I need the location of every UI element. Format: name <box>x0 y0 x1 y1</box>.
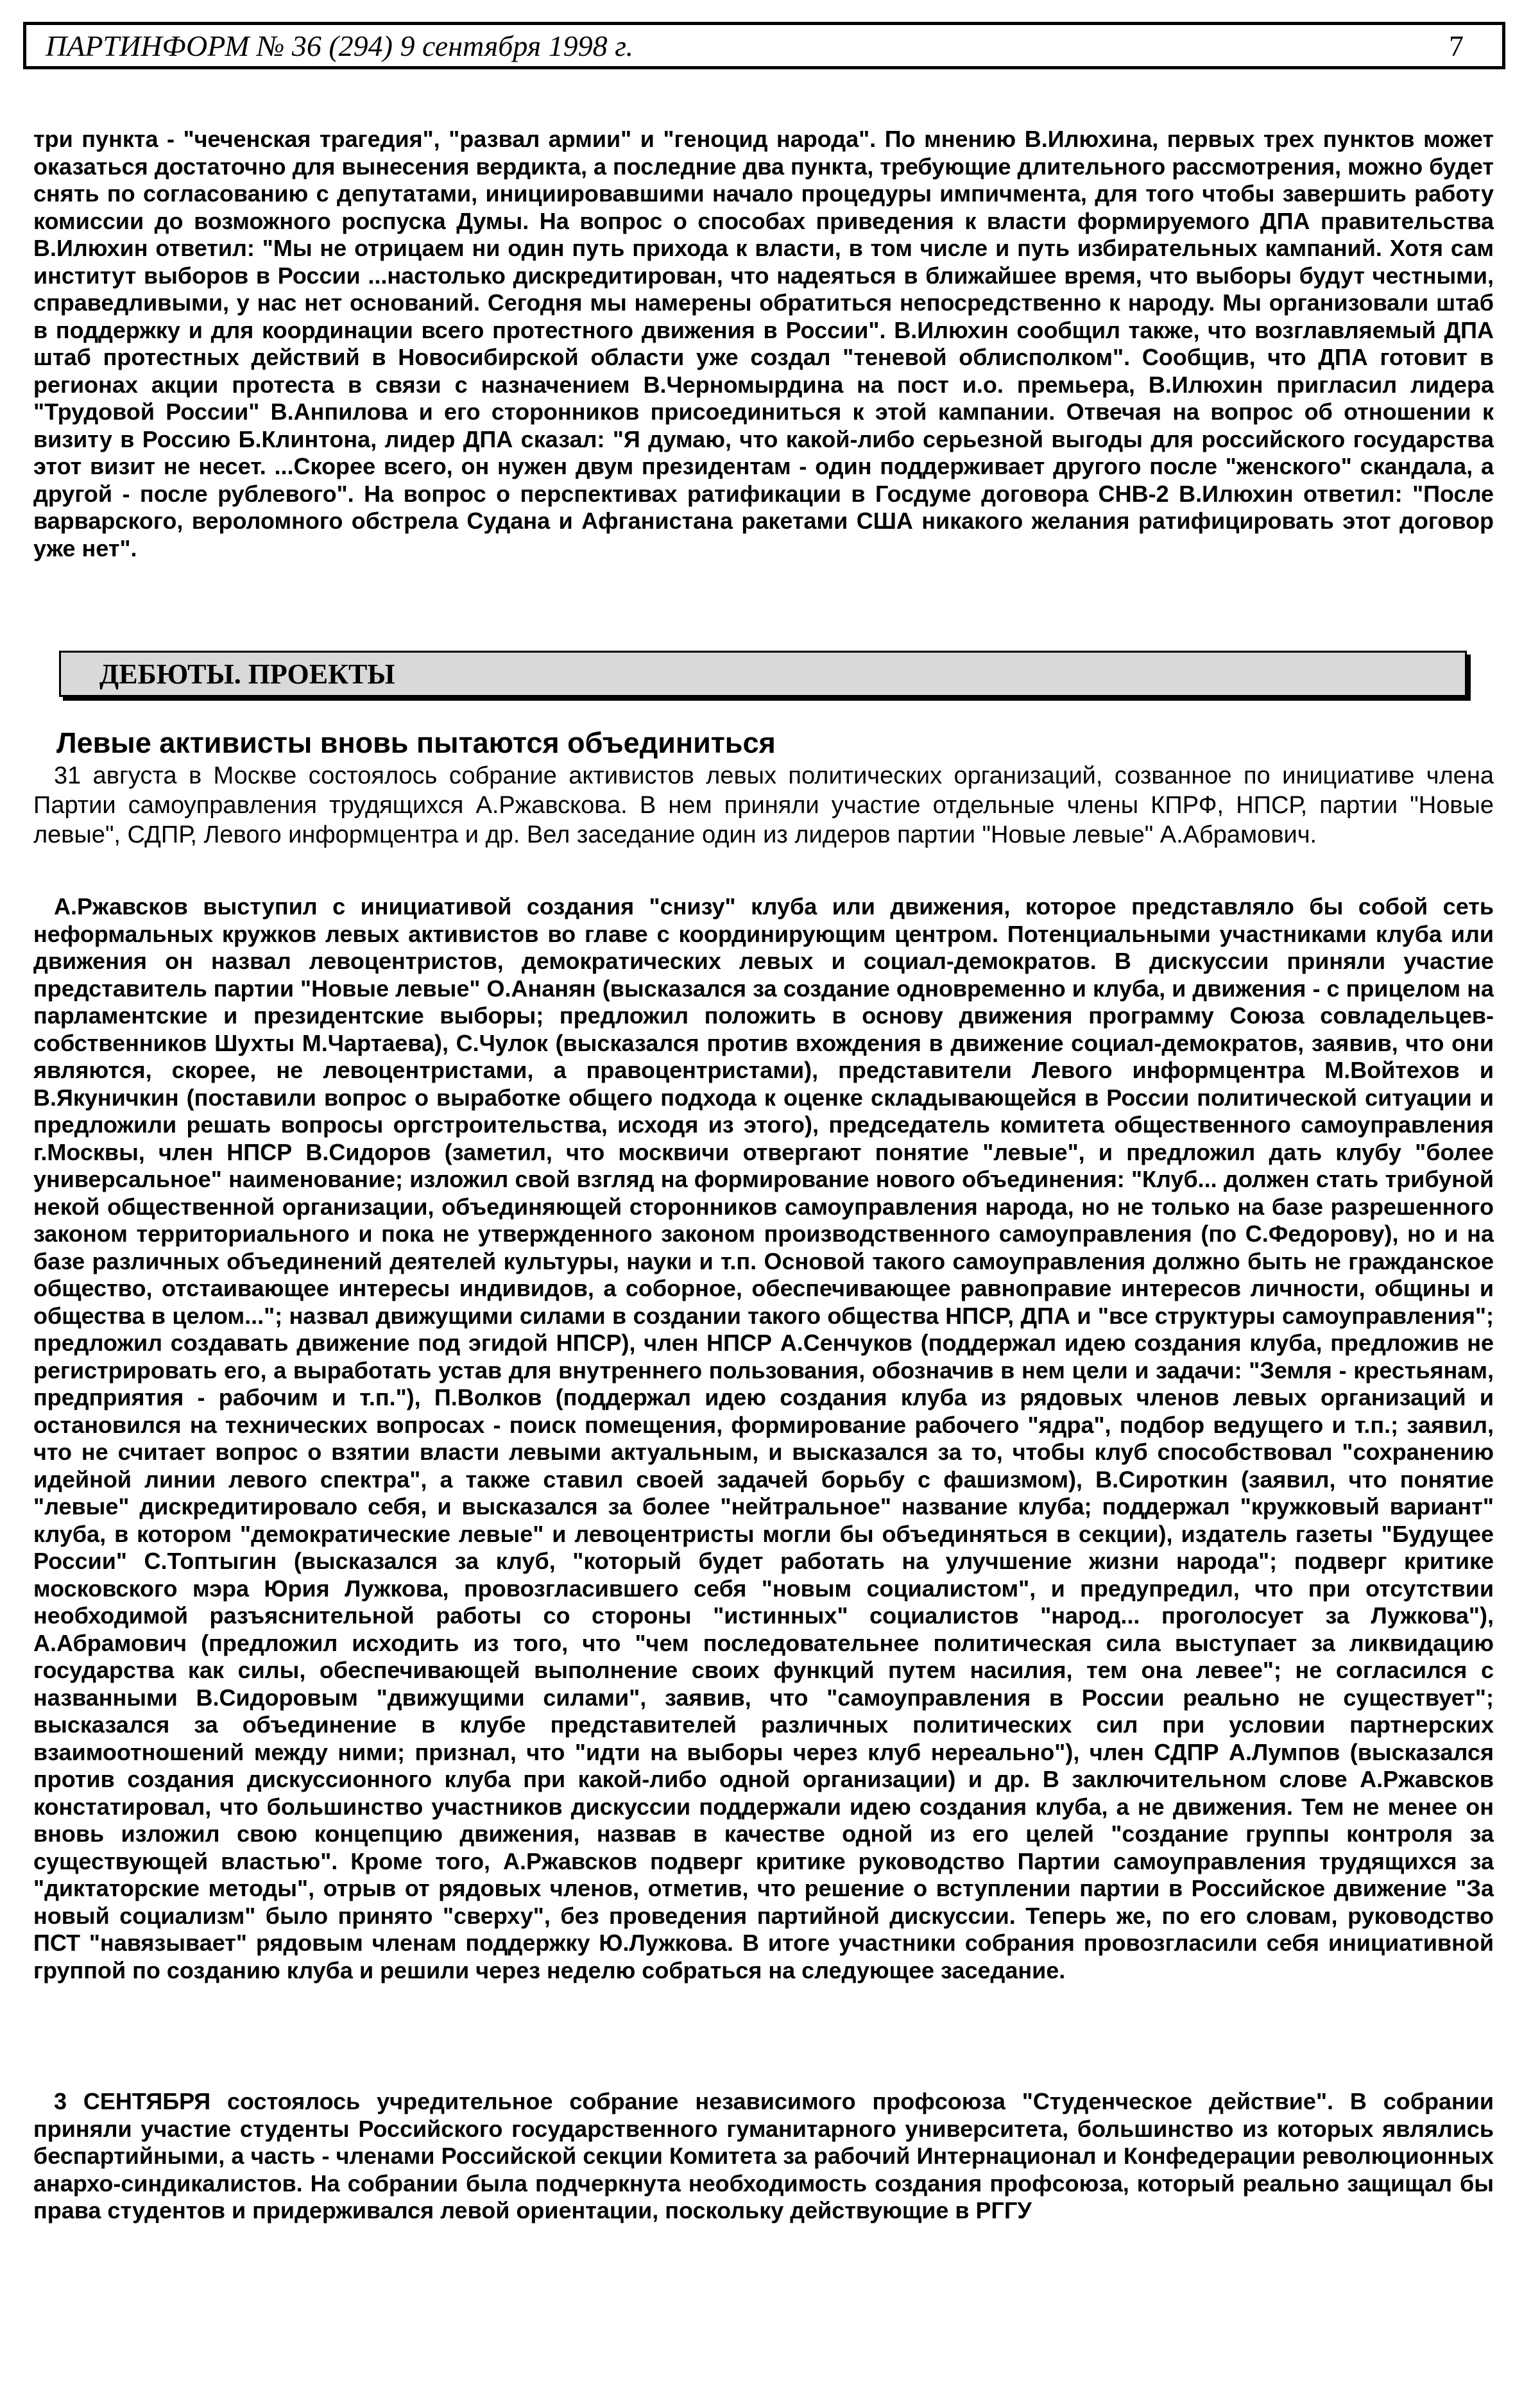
publication-title: ПАРТИНФОРМ № 36 (294) 9 сентября 1998 г. <box>46 29 633 62</box>
article-lead-text: 31 августа в Москве состоялось собрание активистов левых политических организаций, созванное по инициативе члена Партии самоуправления трудящихся А.Ржавскова. В нем приняли участие отдельные члены КПРФ, НПСР, партии "Новые левые", СДПР, Левого информцентра и др. Вел заседание один из лидеров партии "Новые левые" А.Абрамович. <box>33 762 1494 848</box>
article-continuation: три пункта - "чеченская трагедия", "развал армии" и "геноцид народа". По мнению В.Илюхина, первых трех пунктов может оказаться достаточно для вынесения вердикта, а последние два пункта, требующие длительного рассмотрения, можно будет снять по согласованию с депутатами, инициировавшими начало процедуры импичмента, для того чтобы завершить работу комиссии до возможного роспуска Думы. На вопрос о способах приведения к власти формируемого ДПА правительства В.Илюхин ответил: "Мы не отрицаем ни один путь прихода к власти, в том числе и путь избирательных кампаний. Хотя сам институт выборов в России ...настолько дискредитирован, что надеяться в ближайшее время, что выборы будут честными, справедливыми, у нас нет оснований. Сегодня мы намерены обратиться непосредственно к народу. Мы организовали штаб в поддержку и для координации всего протестного движения в России". В.Илюхин сообщил также, что возглавляемый ДПА штаб протестных действий в Новосибирской области уже создал "теневой облисполком". Сообщив, что ДПА готовит в регионах акции протеста в связи с назначением В.Черномырдина на пост и.о. премьера, В.Илюхин пригласил лидера "Трудовой России" В.Анпилова и его сторонников присоединиться к этой кампании. Отвечая на вопрос об отношении к визиту в Россию Б.Клинтона, лидер ДПА сказал: "Я думаю, что какой-либо серьезной выгоды для российского государства этот визит не несет. ...Скорее всего, он нужен двум президентам - один поддерживает другого после "женского" скандала, а другой - после рублевого". На вопрос о перспективах ратификации в Госдуме договора СНВ-2 В.Илюхин ответил: "После варварского, вероломного обстрела Судана и Афганистана ракетами США никакого желания ратифицировать этот договор уже нет". <box>33 126 1494 561</box>
page-header <box>23 22 1505 69</box>
article-body: А.Ржавсков выступил с инициативой создания "снизу" клуба или движения, которое представляло бы собой сеть неформальных кружков левых активистов во главе с координирующим центром. Потенциальными участниками клуба или движения он назвал левоцентристов, демократических левых и социал-демократов. В дискуссии приняли участие представитель партии "Новые левые" О.Ананян (высказался за создание одновременно и клуба, и движения - с прицелом на парламентские и президентские выборы; предложил положить в основу движения программу Союза совладельцев-собственников Шухты М.Чартаева), С.Чулок (высказался против вхождения в движение социал-демократов, заявив, что они являются, скорее, не левоцентристами, а правоцентристами), представители Левого информцентра М.Войтехов и В.Якуничкин (поставили вопрос о выработке общего подхода к оценке складывающейся в России политической ситуации и предложили решать вопросы оргстроительства, исходя из этого), председатель комитета общественного самоуправления г.Москвы, член НПСР В.Сидоров (заметил, что москвичи отвергают понятие "левые", и предложил дать клубу "более универсальное" наименование; изложил свой взгляд на формирование нового объединения: "Клуб... должен стать трибуной некой общественной организации, объединяющей сторонников самоуправления народа, но не только на базе разрешенного законом территориального и пока не утвержденного законом производственного самоуправления (по С.Федорову), но и на базе различных объединений деятелей культуры, науки и т.п. Основой такого самоуправления должно быть не гражданское общество, отстаивающее интересы индивидов, а соборное, обеспечивающее равноправие интересов личности, общины и общества в целом..."; назвал движущими силами в создании такого общества НПСР, ДПА и "все структуры самоуправления"; предложил создавать движение под эгидой НПСР), член НПСР А.Сенчуков (поддержал идею создания клуба, предложив не регистрировать его, а выработать устав для внутреннего пользования, обозначив в нем цели и задачи: "Земля - крестьянам, предприятия - рабочим и т.п."), П.Волков (поддержал идею создания клуба из рядовых членов левых организаций и остановился на технических вопросах - поиск помещения, формирование рабочего "ядра", подбор ведущего и т.п.; заявил, что не считает вопрос о взятии власти левыми актуальным, и высказался за то, чтобы клуб способствовал "сохранению идейной линии левого спектра", а также ставил своей задачей борьбу с фашизмом), В.Сироткин (заявил, что понятие "левые" дискредитировало себя, и высказался за более "нейтральное" название клуба; поддержал "кружковый вариант" клуба, в котором "демократические левые" и левоцентристы могли бы объединяться в секции), издатель газеты "Будущее России" С.Топтыгин (высказался за клуб, "который будет работать на улучшение жизни народа"; подверг критике московского мэра Юрия Лужкова, провозгласившего себя "новым социалистом", и предупредил, что при отсутствии необходимой разъяснительной работы со стороны "истинных" социалистов "народ... проголосует за Лужкова"), А.Абрамович (предложил исходить из того, что "чем последовательнее политическая сила выступает за ликвидацию государства как силы, обеспечивающей выполнение своих функций путем насилия, тем она левее"; не согласился с названными В.Сидоровым "движущими силами", заявив, что "самоуправления в России реально не существует"; высказался за объединение в клубе представителей различных политических сил при условии партнерских взаимоотношений между ними; признал, что "идти на выборы через клуб нереально"), член СДПР А.Лумпов (высказался против создания дискуссионного клуба при какой-либо одной организации) и др. В заключительном слове А.Ржавсков констатировал, что большинство участников дискуссии поддержали идею создания клуба, а не движения. Тем не менее он вновь изложил свою концепцию движения, назвав в качестве одной из его целей "создание группы контроля за существующей властью". Кроме того, А.Ржавсков подверг критике руководство Партии самоуправления трудящихся за "диктаторские методы", отрыв от рядовых членов, отметив, что решение о вступлении партии в Российское движение "За новый социализм" было принято "сверху", без проведения партийной дискуссии. Теперь же, по его словам, руководство ПСТ "навязывает" рядовым членам поддержку Ю.Лужкова. В итоге участники собрания провозгласили себя инициативной группой по созданию клуба и решили через неделю собраться на следующее заседание. <box>33 893 1494 1984</box>
section-title: ДЕБЮТЫ. ПРОЕКТЫ <box>99 658 395 690</box>
article-lead <box>33 761 1494 850</box>
section-header <box>59 651 1467 697</box>
article-body-2: 3 СЕНТЯБРЯ состоялось учредительное собрание независимого профсоюза "Студенческое действие". В собрании приняли участие студенты Российского государственного гуманитарного университета, большинство из которых являлись беспартийными, а часть - членами Российской секции Комитета за рабочий Интернационал и Конфедерации революционных анархо-синдикалистов. На собрании была подчеркнута необходимость создания профсоюза, который реально защищал бы права студентов и придерживался левой ориентации, поскольку действующие в РГГУ <box>33 2088 1494 2223</box>
page-number: 7 <box>1449 29 1464 62</box>
article-headline: Левые активисты вновь пытаются объединиться <box>56 726 776 759</box>
